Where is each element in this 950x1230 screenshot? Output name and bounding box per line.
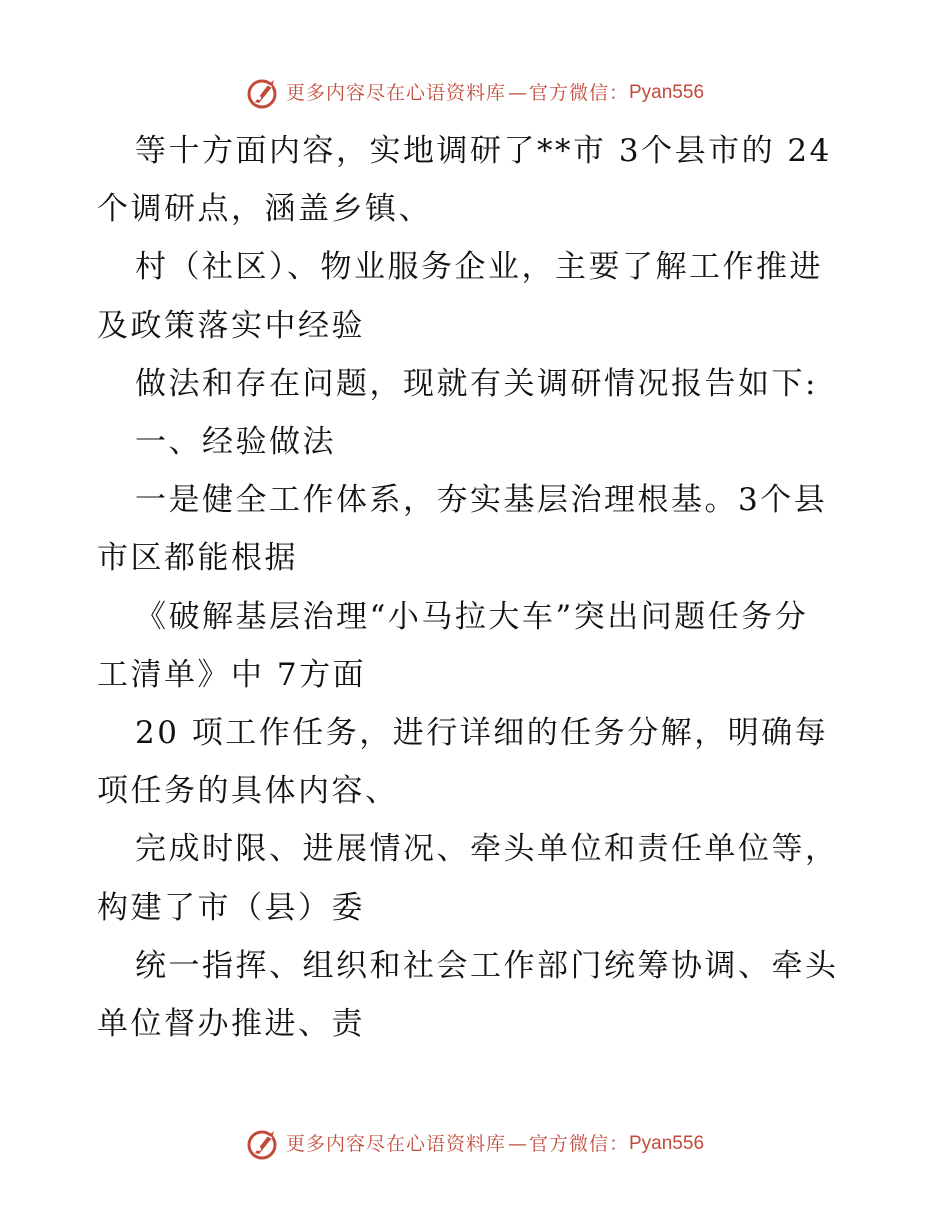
watermark-dash: — [507,82,527,104]
pen-nib-logo-icon [246,1127,280,1161]
text-line: 构建了市（县）委 [97,889,365,926]
text-line: 完成时限、进展情况、牵头单位和责任单位等， [135,831,839,868]
watermark-brand: 更多内容尽在心语资料库 [285,1133,506,1155]
text-line: 个调研点，涵盖乡镇、 [97,191,432,228]
text-line: 市区都能根据 [97,540,298,577]
watermark-wechat-id: Pyan556 [629,82,705,103]
text-line: 20 项工作任务，进行详细的任务分解，明确每 [135,715,829,752]
watermark-wechat-label: 官方微信： [528,82,629,104]
watermark-dash: — [507,1133,527,1155]
header-watermark [0,76,950,110]
text-line: 《破解基层治理“小马拉大车”突出问题任务分 [135,598,809,635]
pen-nib-logo-icon [246,76,280,110]
document-body [97,122,857,1053]
watermark-brand: 更多内容尽在心语资料库 [285,82,506,104]
text-line: 单位督办推进、责 [97,1006,365,1043]
text-line: 村（社区）、物业服务企业，主要了解工作推进 [135,249,823,286]
text-line: 一是健全工作体系，夯实基层治理根基。3个县 [135,482,828,519]
text-line: 工清单》中 7方面 [97,656,367,693]
text-line: 等十方面内容，实地调研了**市 3个县市的 24 [135,133,832,169]
text-line: 项任务的具体内容、 [97,773,399,810]
text-line: 做法和存在问题，现就有关调研情况报告如下: [135,365,818,402]
section-heading: 一、经验做法 [135,424,336,461]
text-line: 统一指挥、组织和社会工作部门统筹协调、牵头 [135,947,839,984]
watermark-wechat-label: 官方微信： [528,1133,629,1155]
watermark-wechat-id: Pyan556 [629,1133,705,1154]
text-line: 及政策落实中经验 [97,307,365,344]
footer-watermark [0,1127,950,1161]
